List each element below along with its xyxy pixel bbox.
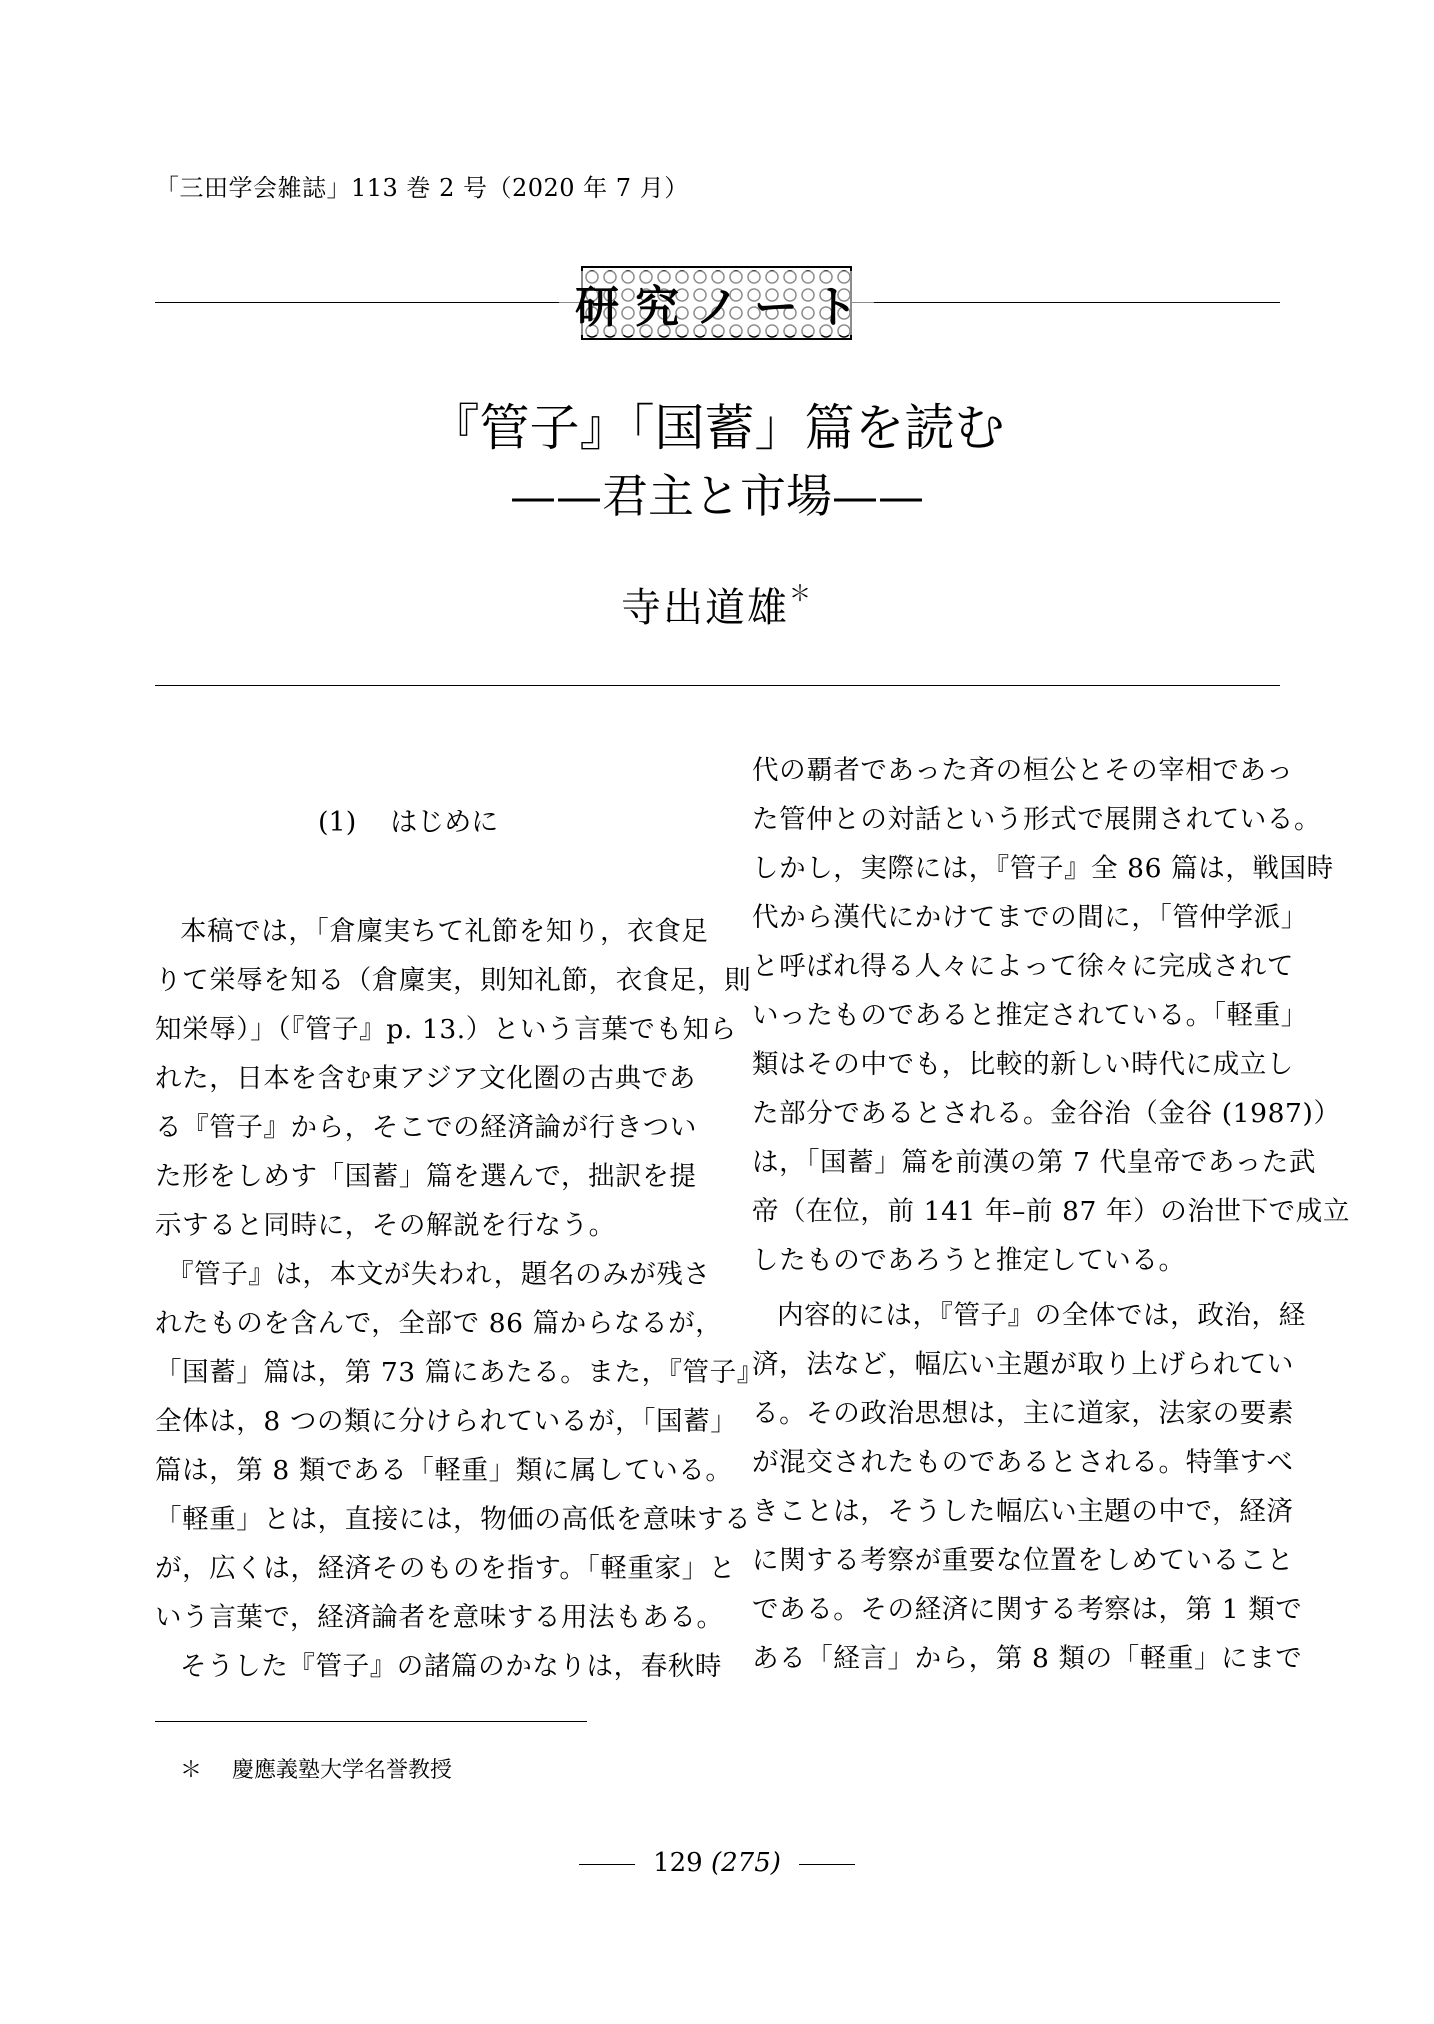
section-heading — [318, 800, 498, 839]
left-line: そうした『管子』の諸篇のかなりは，春秋時 — [180, 1651, 722, 1682]
left-line: 篇は，第 8 類である「軽重」類に属している。 — [155, 1455, 733, 1486]
header-rule-right — [852, 302, 1280, 303]
footnote-text: 慶應義塾大学名誉教授 — [232, 1758, 453, 1783]
section-heading-text: はじめに — [390, 807, 499, 838]
left-line: 示すると同時に，その解説を行なう。 — [155, 1210, 616, 1241]
right-line: である。その経済に関する考察は，第 1 類で — [752, 1594, 1303, 1625]
right-line: る。その政治思想は，主に道家，法家の要素 — [752, 1398, 1294, 1429]
author-footnote-mark: ＊ — [788, 581, 813, 607]
footnote — [180, 1753, 452, 1784]
right-line: と呼ばれ得る人々によって徐々に完成されて — [752, 951, 1294, 982]
right-line: た部分であるとされる。金谷治（金谷 (1987)） — [752, 1098, 1341, 1129]
right-line: が混交されたものであるとされる。特筆すべ — [752, 1447, 1294, 1478]
section-label: 研究ノート — [559, 271, 874, 335]
left-line: 全体は，8 つの類に分けられているが，「国蓄」 — [155, 1406, 738, 1437]
right-line: は，「国蓄」篇を前漢の第 7 代皇帝であった武 — [752, 1147, 1316, 1178]
right-line: に関する考察が重要な位置をしめていること — [752, 1545, 1294, 1576]
left-line: が，広くは，経済そのものを指す。「軽重家」と — [155, 1553, 736, 1584]
page-number-total: (275) — [710, 1848, 781, 1878]
left-line: る『管子』から，そこでの経済論が行きつい — [155, 1112, 697, 1143]
left-line: 「軽重」とは，直接には，物価の高低を意味する — [155, 1504, 752, 1535]
author-name — [0, 576, 1434, 633]
journal-header: 「三田学会雑誌」113 巻 2 号（2020 年 7 月） — [155, 174, 689, 202]
right-line: しかし，実際には，『管子』全 86 篇は，戦国時 — [752, 853, 1334, 884]
page-dash-right — [799, 1864, 855, 1865]
right-line: 代の覇者であった斉の桓公とその宰相であっ — [752, 755, 1294, 786]
section-heading-number: (1) — [318, 807, 357, 838]
left-line: 本稿では，「倉廩実ちて礼節を知り，衣食足 — [180, 916, 709, 947]
header-rule-left — [155, 302, 581, 303]
right-line: 類はその中でも，比較的新しい時代に成立し — [752, 1049, 1294, 1080]
footnote-rule — [155, 1721, 587, 1722]
article-subtitle: ——君主と市場—— — [510, 469, 924, 523]
author-name-text: 寺出道雄 — [620, 585, 789, 631]
section-label-box — [575, 266, 874, 340]
left-line: れた，日本を含む東アジア文化圏の古典であ — [155, 1063, 696, 1094]
left-line: 『管子』は，本文が失われ，題名のみが残さ — [167, 1259, 711, 1290]
left-line: 「国蓄」篇は，第 73 篇にあたる。また，『管子』 — [155, 1357, 764, 1388]
footnote-mark: ＊ — [180, 1758, 203, 1783]
page-number — [0, 1848, 1434, 1878]
page-dash-left — [579, 1864, 635, 1865]
page-number-value: 129 — [653, 1848, 703, 1878]
right-line: ある「経言」から，第 8 類の「軽重」にまで — [752, 1643, 1303, 1674]
right-line: いったものであると推定されている。「軽重」 — [752, 1000, 1308, 1031]
right-line: したものであろうと推定している。 — [752, 1245, 1186, 1276]
left-line: た形をしめす「国蓄」篇を選んで，拙訳を提 — [155, 1161, 697, 1192]
left-line: りて栄辱を知る（倉廩実，則知礼節，衣食足，則 — [155, 965, 752, 996]
right-line: 帝（在位，前 141 年–前 87 年）の治世下で成立 — [752, 1196, 1350, 1227]
right-line: た管仲との対話という形式で展開されている。 — [752, 804, 1322, 835]
left-line: 知栄辱）」（『管子』p. 13.）という言葉でも知ら — [155, 1014, 737, 1045]
right-line: 済，法など，幅広い主題が取り上げられてい — [752, 1349, 1294, 1380]
right-line: 代から漢代にかけてまでの間に，「管仲学派」 — [752, 902, 1308, 933]
title-rule — [155, 685, 1280, 686]
left-line: いう言葉で，経済論者を意味する用法もある。 — [155, 1602, 724, 1633]
left-line: れたものを含んで，全部で 86 篇からなるが， — [155, 1308, 723, 1339]
right-line: きことは，そうした幅広い主題の中で，経済 — [752, 1496, 1294, 1527]
article-title: 『管子』「国蓄」篇を読む — [429, 399, 1005, 457]
right-line: 内容的には，『管子』の全体では，政治，経 — [777, 1300, 1306, 1331]
